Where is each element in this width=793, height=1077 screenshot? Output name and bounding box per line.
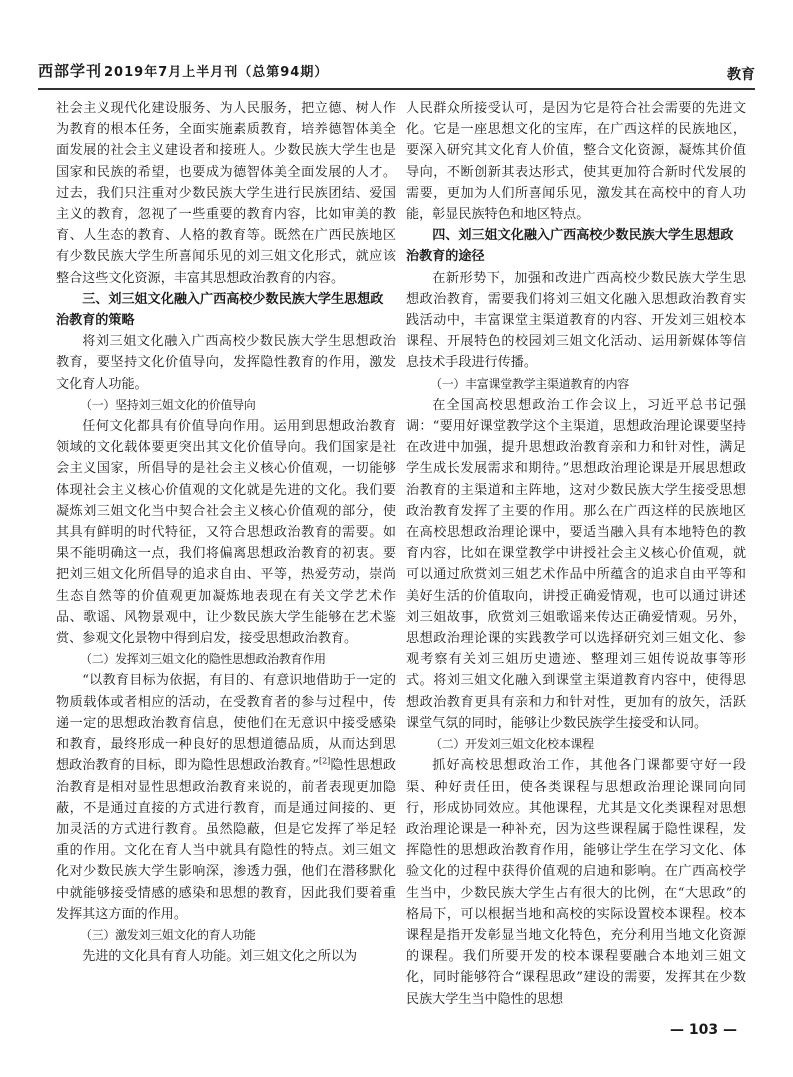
page-number: — 103 —: [670, 1022, 737, 1038]
paragraph: 将刘三姐文化融入广西高校少数民族大学生思想政治教育，要坚持文化价值导向，发挥隐性教育的作用，激发文化育人功能。: [56, 334, 396, 392]
subsection-heading: （三）激发刘三姐文化的育人功能: [80, 927, 256, 942]
page-header: [38, 54, 755, 88]
journal-header: [38, 60, 328, 81]
paragraph: 抓好高校思想政治工作，其他各门课都要守好一段渠、种好责任田，使各类课程与思想政治理论课同向同行，形成协同效应。其他课程，尤其是文化类课程对思想政治理论课是一种补充，因为这些课程属于隐性课程，发挥隐性的思想政治教育作用，能够让学生在学习文化、体验文化的过程中获得价值观的启迪和影响。在广西高校学生当中，少数民族大学生占有很大的比例，在“大思政”的格局下，可以根据当地和高校的实际设置校本课程。校本课程是指开发彰显当地文化特色，充分利用当地文化资源的课程。我们所要开发的校本课程要融合本地刘三姐文化，同时能够符合“课程思政”建设的需要，发挥其在少数民族大学生当中隐性的思想: [406, 758, 746, 1007]
journal-name: 西部学刊: [38, 62, 103, 80]
issue-info: 2019年7月上半月刊（总第94期）: [104, 65, 329, 80]
section-heading: 三、刘三姐文化融入广西高校少数民族大学生思想政治教育的策略: [56, 291, 384, 329]
paragraph: 先进的文化具有育人功能。刘三姐文化之所以为: [82, 949, 358, 965]
subsection-heading: （二）开发刘三姐文化校本课程: [430, 737, 594, 752]
paragraph: 在新形势下，加强和改进广西高校少数民族大学生思想政治教育，需要我们将刘三姐文化融入思想政治教育实践活动中，丰富课堂主渠道教育的内容、开发刘三姐校本课程、开展特色的校园刘三姐文化活动、运用新媒体等信息技术手段进行传播。: [406, 270, 746, 371]
paragraph: 任何文化都具有价值导向作用。运用到思想政治教育领域的文化载体要更突出其文化价值导向。我们国家是社会主义国家，所倡导的是社会主义核心价值观，一切能够体现社会主义核心价值观的文化就是先进的文化。我们要凝炼刘三姐文化当中契合社会主义核心价值观的部分，使其具有鲜明的时代特征，又符合思想政治教育的需要。如果不能明确这一点，我们将偏离思想政治教育的初衷。要把刘三姐文化所倡导的追求自由、平等，热爱劳动，崇尚生态自然等的价值观更加凝炼地表现在有关文学艺术作品、歌谣、风物景观中，让少数民族大学生能够在艺术鉴赏、参观文化景物中得到启发，接受思想政治教育。: [56, 419, 396, 647]
section-heading: 四、刘三姐文化融入广西高校少数民族大学生思想政治教育的途径: [406, 228, 734, 265]
subsection-heading: （二）发挥刘三姐文化的隐性思想政治教育作用: [80, 652, 326, 667]
left-column: [56, 98, 396, 967]
paragraph: 人民群众所接受认可，是因为它是符合社会需要的先进文化。它是一座思想文化的宝库，在广西这样的民族地区，要深入研究其文化育人价值，整合文化资源，凝炼其价值导向，不断创新其表达形式，使其更加符合新时代发展的需要，更加为人们所喜闻乐见，激发其在高校中的育人功能，彰显民族特色和地区特点。: [406, 101, 746, 223]
paragraph: [56, 670, 396, 924]
paragraph-text: 隐性思想政治教育是相对显性思想政治教育来说的，前者表现更加隐蔽，不是通过直接的方式进行教育，而是通过间接的、更加灵活的方式进行教育。虽然隐蔽，但是它发挥了举足轻重的作用。文化在育人当中就具有隐性的特点。刘三姐文化对少数民族大学生影响深，渗透力强，他们在潜移默化中就能够接受情感的感染和思想的教育，因此我们要着重发挥其这方面的作用。: [56, 758, 396, 922]
section-label: 教育: [727, 67, 755, 83]
paragraph: 社会主义现代化建设服务、为人民服务，把立德、树人作为教育的根本任务，全面实施素质教育，培养德智体美全面发展的社会主义建设者和接班人。少数民族大学生也是国家和民族的希望，也要成为德智体美全面发展的人才。过去，我们只注重对少数民族大学生进行民族团结、爱国主义的教育，忽视了一些重要的教育内容，比如审美的教育、人生态的教育、人格的教育等。既然在广西民族地区有少数民族大学生所喜闻乐见的刘三姐文化形式，就应该整合这些文化资源，丰富其思想政治教育的内容。: [56, 101, 396, 286]
right-column: [406, 98, 746, 1010]
header-rule: [38, 88, 755, 90]
subsection-heading: （一）丰富课堂教学主渠道教育的内容: [430, 376, 629, 391]
subsection-heading: （一）坚持刘三姐文化的价值导向: [80, 397, 256, 412]
quote-text: “以教育目标为依据，有目的、有意识地借助于一定的物质载体或者相应的活动，在受教育者的参与过程中，传递一定的思想政治教育信息，使他们在无意识中接受感染和教育，最终形成一种良好的思想道德品质，从而达到思想政治教育的目标，即为隐性思想政治教育。”: [56, 673, 396, 774]
citation: [2]: [318, 756, 331, 766]
paragraph: 在全国高校思想政治工作会议上，习近平总书记强调：“要用好课堂教学这个主渠道，思想政治理论课要坚持在改进中加强，提升思想政治教育亲和力和针对性，满足学生成长发展需求和期待。”思想政治理论课是开展思想政治教育的主渠道和主阵地，这对少数民族大学生接受思想政治教育发挥了主要的作用。那么在广西这样的民族地区在高校思想政治理论课中，要适当融入具有本地特色的教育内容，比如在课堂教学中讲授社会主义核心价值观，就可以通过欣赏刘三姐艺术作品中所蕴含的追求自由平等和美好生活的价值取向，讲授正确爱情观，也可以通过讲述刘三姐故事，欣赏刘三姐歌谣来传达正确爱情观。另外，思想政治理论课的实践教学可以选择研究刘三姐文化、参观考察有关刘三姐历史遗迹、整理刘三姐传说故事等形式。将刘三姐文化融入到课堂主渠道教育内容中，使得思想政治教育更具有亲和力和针对性，更加有的放矢，活跃课堂气氛的同时，能够让少数民族学生接受和认同。: [406, 397, 746, 731]
